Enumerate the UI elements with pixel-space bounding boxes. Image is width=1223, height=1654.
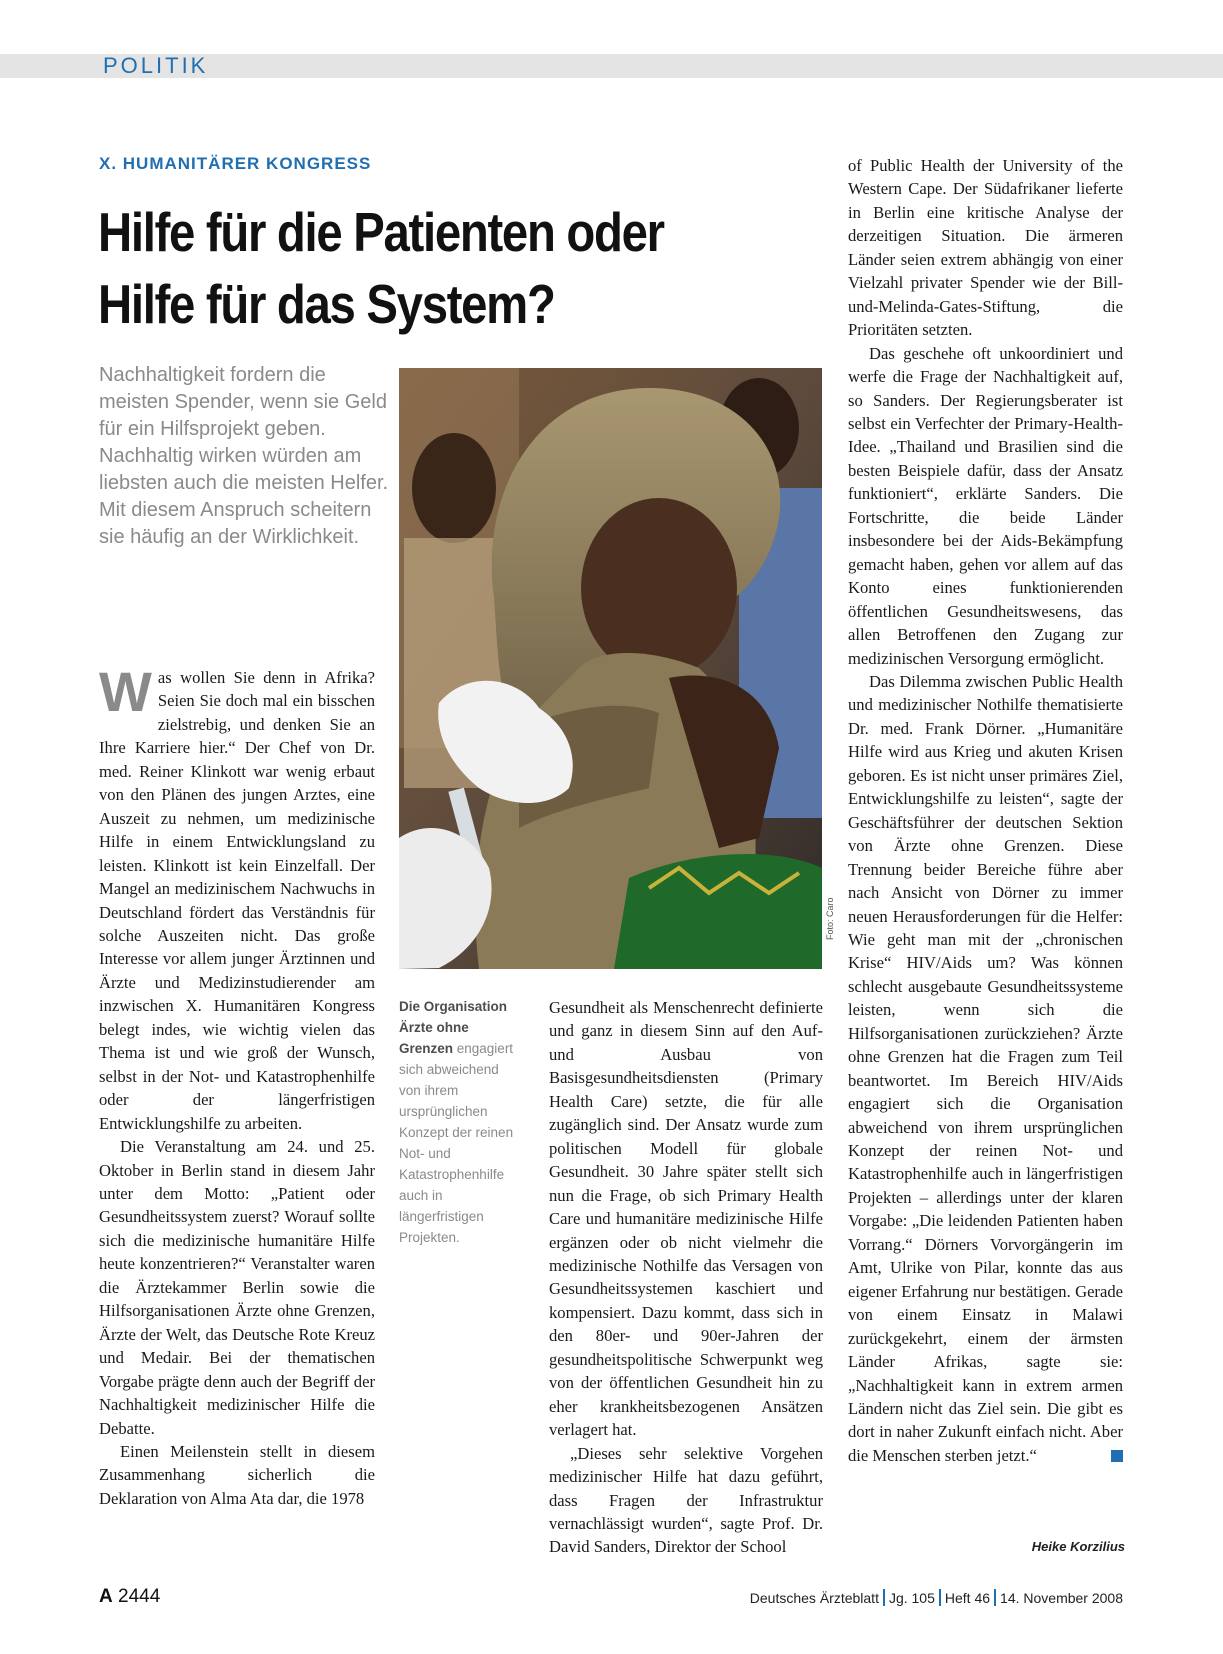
headline xyxy=(98,196,717,340)
caption-text: engagiert sich abweichend von ihrem ursprünglichen Konzept der reinen Not- und Katastrophenhilfe auch in längerfristigen Projekten. xyxy=(399,1041,514,1245)
body-column-2 xyxy=(549,996,823,1559)
author: Heike Korzilius xyxy=(1031,1539,1125,1554)
section-label: POLITIK xyxy=(103,53,209,78)
article-photo xyxy=(399,368,822,969)
footer-separator xyxy=(939,1589,941,1606)
footer-volume: Jg. 105 xyxy=(888,1590,935,1606)
end-mark-icon xyxy=(1111,1450,1123,1462)
footer-issue: Heft 46 xyxy=(944,1590,991,1606)
body-paragraph-1: Was wollen Sie denn in Afrika? Seien Sie doch mal ein bisschen zielstrebig, und denken Sie an Ihre Karriere hier.“ Der Chef von Dr. med. Reiner Klinkott war wenig erbaut von den Plänen des jungen Arztes, eine Auszeit zu nehmen, um medizinische Hilfe in einem Entwicklungsland zu leisten. Klinkott ist kein Einzelfall. Der Mangel an medizinischem Nachwuchs in Deutschland fördert das Verständnis für solche Auszeiten nicht. Das große Interesse vor allem junger Ärztinnen und Ärzte und Medizinstudierender am inzwischen X. Humanitären Kongress belegt indes, wie wichtig vielen das Thema ist und wie groß der Wunsch, selbst in der Not- und Katastrophenhilfe oder der längerfristigen Entwicklungshilfe zu arbeiten. xyxy=(99,660,375,1133)
footer-separator xyxy=(994,1589,996,1606)
kicker: X. HUMANITÄRER KONGRESS xyxy=(99,154,372,173)
dropcap: W xyxy=(99,660,152,723)
footer-date: 14. November 2008 xyxy=(1000,1590,1123,1606)
body-paragraph-5: „Dieses sehr selektive Vorgehen medizinischer Hilfe hat dazu geführt, dass Fragen der Infrastruktur vernachlässigt wurden“, sagte Prof. Dr. David Sanders, Direktor der School xyxy=(549,1443,823,1557)
headline-line-1: Hilfe für die Patienten oder xyxy=(98,201,664,263)
footer xyxy=(750,1589,1123,1606)
photo-caption xyxy=(399,996,524,1248)
photo-credit: Foto: Caro xyxy=(825,897,835,940)
body-paragraph-3: Einen Meilenstein stellt in diesem Zusammenhang sicherlich die Deklaration von Alma Ata dar, die 1978 xyxy=(99,1441,375,1508)
folio-prefix: A xyxy=(99,1586,113,1607)
body-column-3 xyxy=(848,154,1123,1467)
body-paragraph-8: Das Dilemma zwischen Public Health und medizinischer Nothilfe thematisierte Dr. med. Frank Dörner. „Humanitäre Hilfe wird aus Krieg und akuten Krisen geboren. Es ist nicht unser primäres Ziel, Entwicklungshilfe zu leisten“, sagte der Geschäftsführer der deutschen Sektion von Ärzte ohne Grenzen. Diese Trennung beider Bereiche führe aber nach Ansicht von Dörner zu immer neuen Herausforderungen für die Helfer: Wie geht man mit der „chronischen Krise“ HIV/Aids um? Was können schlecht ausgebaute Gesundheitssysteme leisten, wenn sich die Hilfsorganisationen zurückziehen? Ärzte ohne Grenzen hat die Fragen zum Teil beantwortet. Im Bereich HIV/Aids engagiert sich die Organisation abweichend von ihrem ursprünglichen Konzept der reinen Not- und Katastrophenhilfe auch in längerfristigen Projekten – allerdings unter der klaren Vorgabe: „Die leidenden Patienten haben Vorrang.“ Dörners Vorvorgängerin im Amt, Ulrike von Pilar, konnte das aus eigener Erfahrung nur bestätigen. Gerade von einem Einsatz in Malawi zurückgekehrt, einem der ärmsten Länder Afrikas, sagte sie: „Nachhaltigkeit kann in extrem armen Ländern nicht das Ziel sein. Die gibt es dort in naher Zukunft einfach nicht. Aber die Menschen sterben jetzt.“ xyxy=(848,671,1123,1465)
body-column-1 xyxy=(99,660,375,1510)
body-paragraph-4: Gesundheit als Menschenrecht definierte und ganz in diesem Sinn auf den Auf- und Ausbau von Basisgesundheitsdiensten (Primary Health Care) setzte, die für alle zugänglich sind. Der Ansatz wurde zum politischen Modell für globale Gesundheit. 30 Jahre später stellt sich nun die Frage, ob sich Primary Health Care und humanitäre medizinische Hilfe ergänzen oder ob nicht vielmehr die medizinische Nothilfe das Versagen von Gesundheitssystemen kaschiert und kompensiert. Dazu kommt, dass sich in den 80er- und 90er-Jahren der gesundheitspolitische Schwerpunkt weg von der öffentlichen Gesundheit hin zu eher krankheitsbezogenen Ansätzen verlagert hat. xyxy=(549,998,823,1440)
body-paragraph-7: Das geschehe oft unkoordiniert und werfe die Frage der Nachhaltigkeit auf, so Sanders. Der Regierungsberater ist selbst ein Verfechter der Primary-Health-Idee. „Thailand und Brasilien sind die besten Beispiele dafür, dass der Ansatz funktioniert“, erklärte Sanders. Die Fortschritte, die beide Länder insbesondere bei der Aids-Bekämpfung gemacht haben, gehen vor allem auf das Konto eines funktionierenden öffentlichen Gesundheitswesens, das allen Betroffenen den Zugang zur medizinischen Versorgung ermöglicht. xyxy=(848,343,1123,668)
headline-line-2: Hilfe für das System? xyxy=(98,273,555,335)
footer-separator xyxy=(883,1589,885,1606)
page-folio xyxy=(99,1586,160,1608)
folio-number: 2444 xyxy=(118,1586,161,1607)
body-paragraph-6: of Public Health der University of the Western Cape. Der Südafrikaner lieferte in Berlin eine kritische Analyse der derzeitigen Situation. Die ärmeren Länder seien extrem abhängig von einer Vielzahl privater Spender wie der Bill-und-Melinda-Gates-Stiftung, die Prioritäten setzten. xyxy=(848,156,1123,340)
footer-journal: Deutsches Ärzteblatt xyxy=(749,1590,879,1606)
caption-bold: Die Organisation Ärzte ohne Grenzen xyxy=(399,999,508,1056)
teaser: Nachhaltigkeit fordern die meisten Spender, wenn sie Geld für ein Hilfsprojekt geben. Nachhaltig wirken würden am liebsten auch die meisten Helfer. Mit diesem Anspruch scheitern sie häufig an der Wirklichkeit. xyxy=(99,364,389,548)
body-paragraph-2: Die Veranstaltung am 24. und 25. Oktober in Berlin stand in diesem Jahr unter dem Motto: „Patient oder Gesundheitssystem zuerst? Worauf sollte sich die medizinische humanitäre Hilfe heute konzentrieren?“ Veranstalter waren die Ärztekammer Berlin sowie die Hilfsorganisationen Ärzte ohne Grenzen, Ärzte der Welt, das Deutsche Rote Kreuz und Medair. Bei der thematischen Vorgabe prägte denn auch der Begriff der Nachhaltigkeit medizinischer Hilfe die Debatte. xyxy=(99,1137,375,1438)
